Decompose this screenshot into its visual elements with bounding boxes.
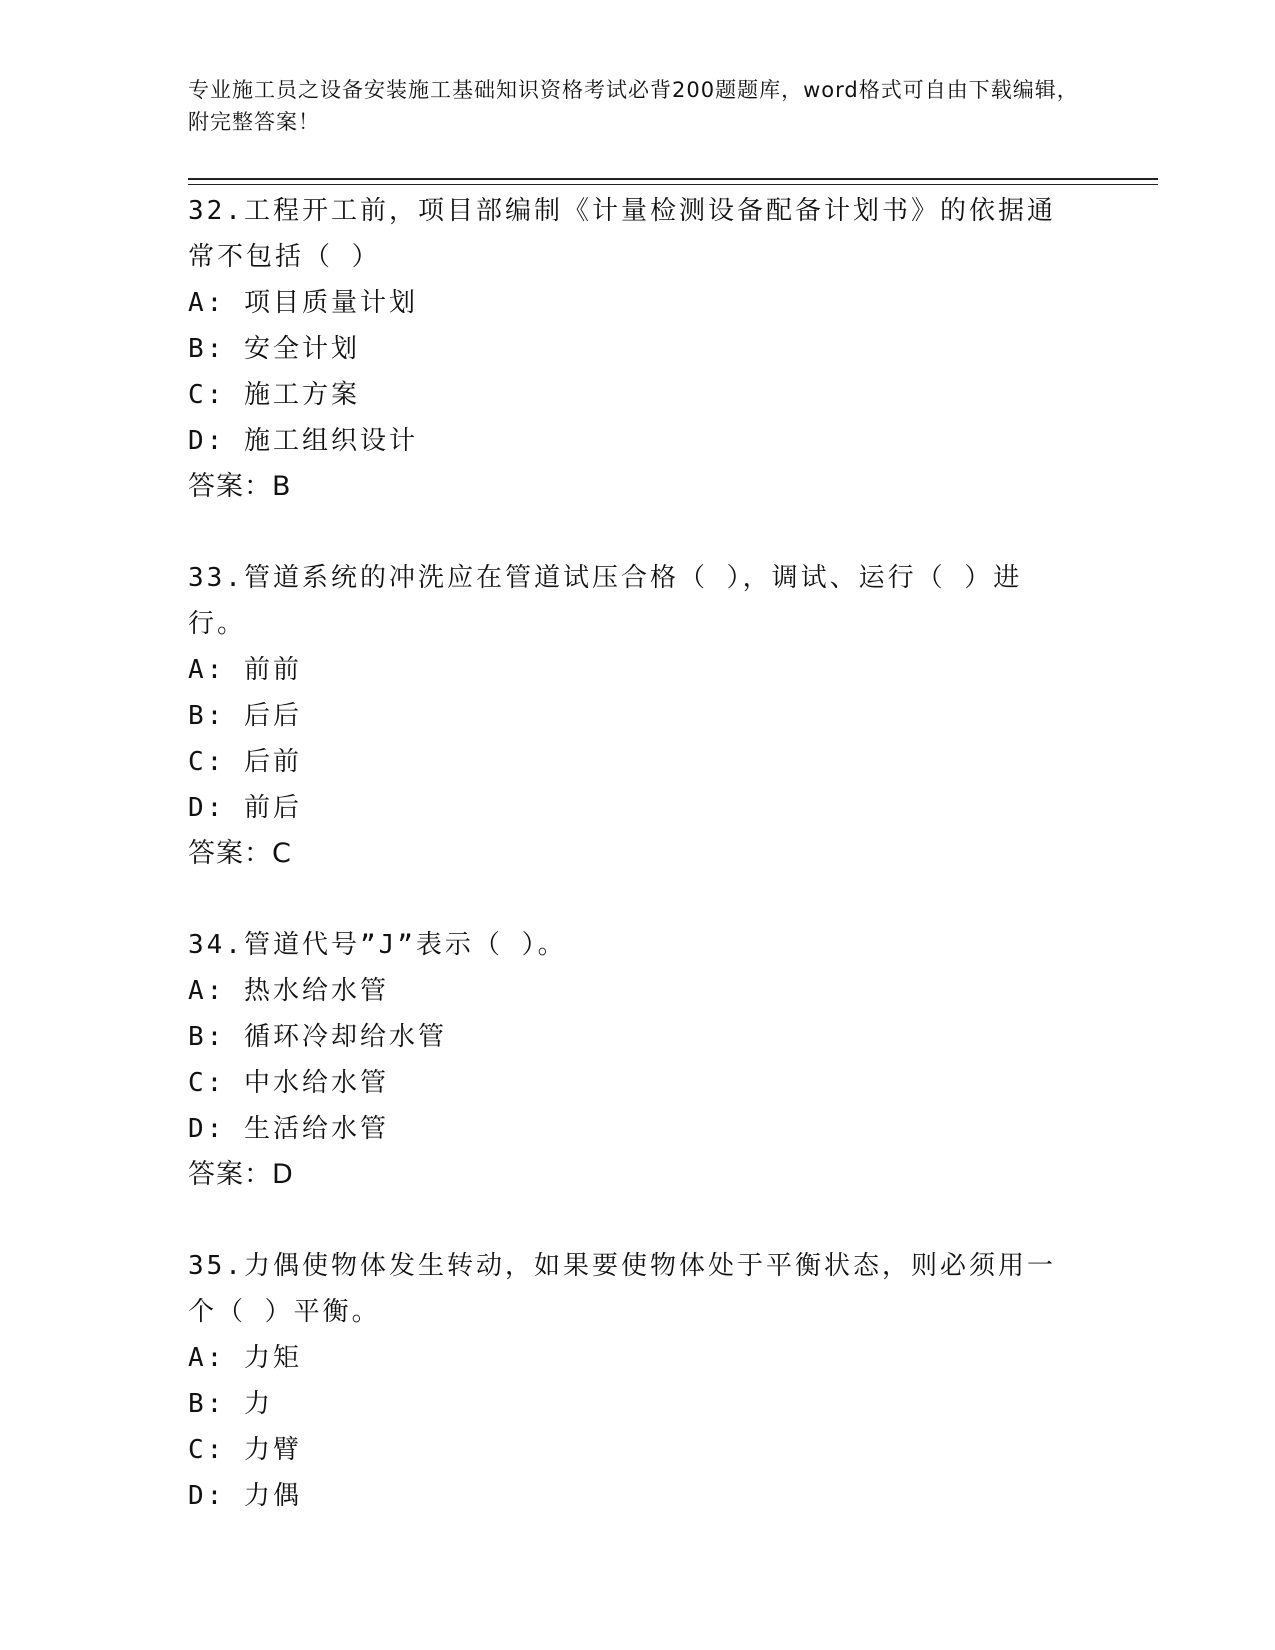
question-35 [188, 1243, 1088, 1519]
question-stem: 35.力偶使物体发生转动，如果要使物体处于平衡状态，则必须用一个（ ）平衡。 [188, 1251, 1056, 1327]
option-b: B: 循环冷却给水管 [188, 1022, 447, 1052]
answer-line: 答案：D [188, 1159, 294, 1190]
option-c: C: 后前 [188, 747, 302, 777]
question-33 [188, 555, 1088, 877]
header-divider-thick [188, 178, 1158, 180]
question-stem: 32.工程开工前，项目部编制《计量检测设备配备计划书》的依据通常不包括（ ） [188, 196, 1056, 272]
option-d: D: 前后 [188, 793, 302, 823]
answer-line: 答案：B [188, 471, 292, 502]
question-34 [188, 922, 1088, 1198]
document-header: 专业施工员之设备安装施工基础知识资格考试必背200题题库，word格式可自由下载编辑，附完整答案！ [188, 78, 1079, 134]
header-divider-thin [188, 184, 1158, 185]
option-b: B: 力 [188, 1389, 273, 1419]
question-32 [188, 188, 1088, 510]
option-d: D: 力偶 [188, 1481, 302, 1511]
option-c: C: 施工方案 [188, 380, 360, 410]
question-list [188, 188, 1088, 1564]
option-a: A: 力矩 [188, 1343, 302, 1373]
option-a: A: 项目质量计划 [188, 288, 418, 318]
option-d: D: 施工组织设计 [188, 426, 418, 456]
option-c: C: 力臂 [188, 1435, 302, 1465]
question-stem: 33.管道系统的冲洗应在管道试压合格（ ），调试、运行（ ）进行。 [188, 563, 1023, 639]
answer-line: 答案：C [188, 838, 292, 869]
option-d: D: 生活给水管 [188, 1114, 389, 1144]
option-b: B: 后后 [188, 701, 302, 731]
question-stem: 34.管道代号”J”表示（ ）。 [188, 930, 567, 960]
option-b: B: 安全计划 [188, 334, 360, 364]
option-a: A: 前前 [188, 655, 302, 685]
option-c: C: 中水给水管 [188, 1068, 389, 1098]
option-a: A: 热水给水管 [188, 976, 389, 1006]
